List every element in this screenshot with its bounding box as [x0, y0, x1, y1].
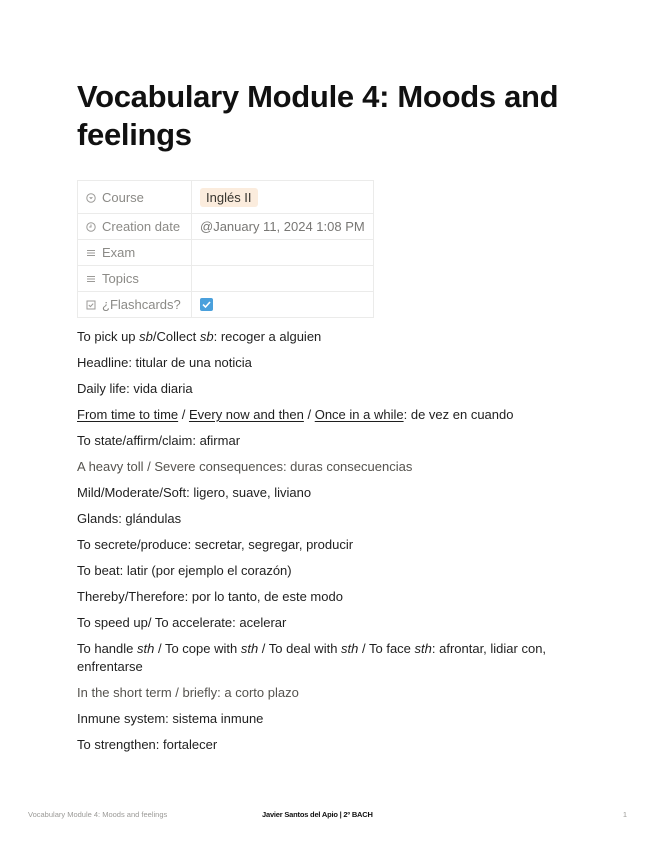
exam-value[interactable] [192, 240, 374, 266]
property-key: Course [78, 181, 192, 214]
checkbox-icon [86, 300, 96, 310]
vocab-entry: In the short term / briefly: a corto plazo [77, 685, 299, 700]
footer-page-number: 1 [622, 810, 627, 819]
property-key: Exam [78, 240, 192, 266]
vocab-entry: To pick up sb/Collect sb: recoger a alguien [77, 329, 322, 344]
vocab-entry: A heavy toll / Severe consequences: duras consecuencias [77, 459, 413, 474]
check-icon [201, 299, 212, 310]
underlined-phrase: From time to time [77, 407, 179, 422]
property-value[interactable] [192, 181, 374, 214]
list-icon [86, 274, 96, 284]
vocab-entry: Mild/Moderate/Soft: ligero, suave, liviano [77, 485, 312, 500]
property-key: Creation date [78, 214, 192, 240]
vocab-entry: Glands: glándulas [77, 511, 182, 526]
underlined-phrase: Once in a while [314, 407, 404, 422]
course-tag[interactable]: Inglés II [200, 188, 258, 207]
topics-value[interactable] [192, 266, 374, 292]
vocab-entry: Headline: titular de una noticia [77, 355, 252, 370]
select-icon [86, 193, 96, 203]
vocab-entry: Daily life: vida diaria [77, 381, 193, 396]
footer-author: Javier Santos del Apio | 2º BACH [262, 810, 373, 819]
property-row-course[interactable] [78, 181, 374, 214]
clock-icon [86, 222, 96, 232]
property-row-creation-date[interactable] [78, 214, 374, 240]
list-icon [86, 248, 96, 258]
page-title: Vocabulary Module 4: Moods and feelings [77, 79, 559, 152]
property-key: Topics [78, 266, 192, 292]
page-footer [0, 810, 655, 822]
vocab-entry: To secrete/produce: secretar, segregar, producir [77, 537, 354, 552]
property-row-topics[interactable] [78, 266, 374, 292]
vocab-entry: To state/affirm/claim: afirmar [77, 433, 241, 448]
property-row-exam[interactable] [78, 240, 374, 266]
vocab-entry: To speed up/ To accelerate: acelerar [77, 615, 287, 630]
properties-table [77, 180, 374, 318]
vocab-entry: From time to time / Every now and then / Once in a while: de vez en cuando [77, 407, 514, 422]
vocab-entry: To strengthen: fortalecer [77, 737, 218, 752]
flashcards-checkbox[interactable] [200, 298, 213, 311]
vocab-entry: Inmune system: sistema inmune [77, 711, 264, 726]
vocab-entry: To beat: latir (por ejemplo el corazón) [77, 563, 292, 578]
vocab-entry: To handle sth / To cope with sth / To deal with sth / To face sth: afrontar, lidiar con, enfrentarse [77, 641, 547, 674]
vocabulary-list [77, 328, 577, 762]
property-value[interactable] [192, 292, 374, 318]
property-key: ¿Flashcards? [78, 292, 192, 318]
property-value[interactable] [192, 214, 374, 240]
underlined-phrase: Every now and then [188, 407, 304, 422]
property-row-flashcards[interactable] [78, 292, 374, 318]
creation-date-value: @January 11, 2024 1:08 PM [200, 219, 365, 234]
vocab-entry: Thereby/Therefore: por lo tanto, de este modo [77, 589, 343, 604]
footer-document-title: Vocabulary Module 4: Moods and feelings [28, 810, 168, 819]
